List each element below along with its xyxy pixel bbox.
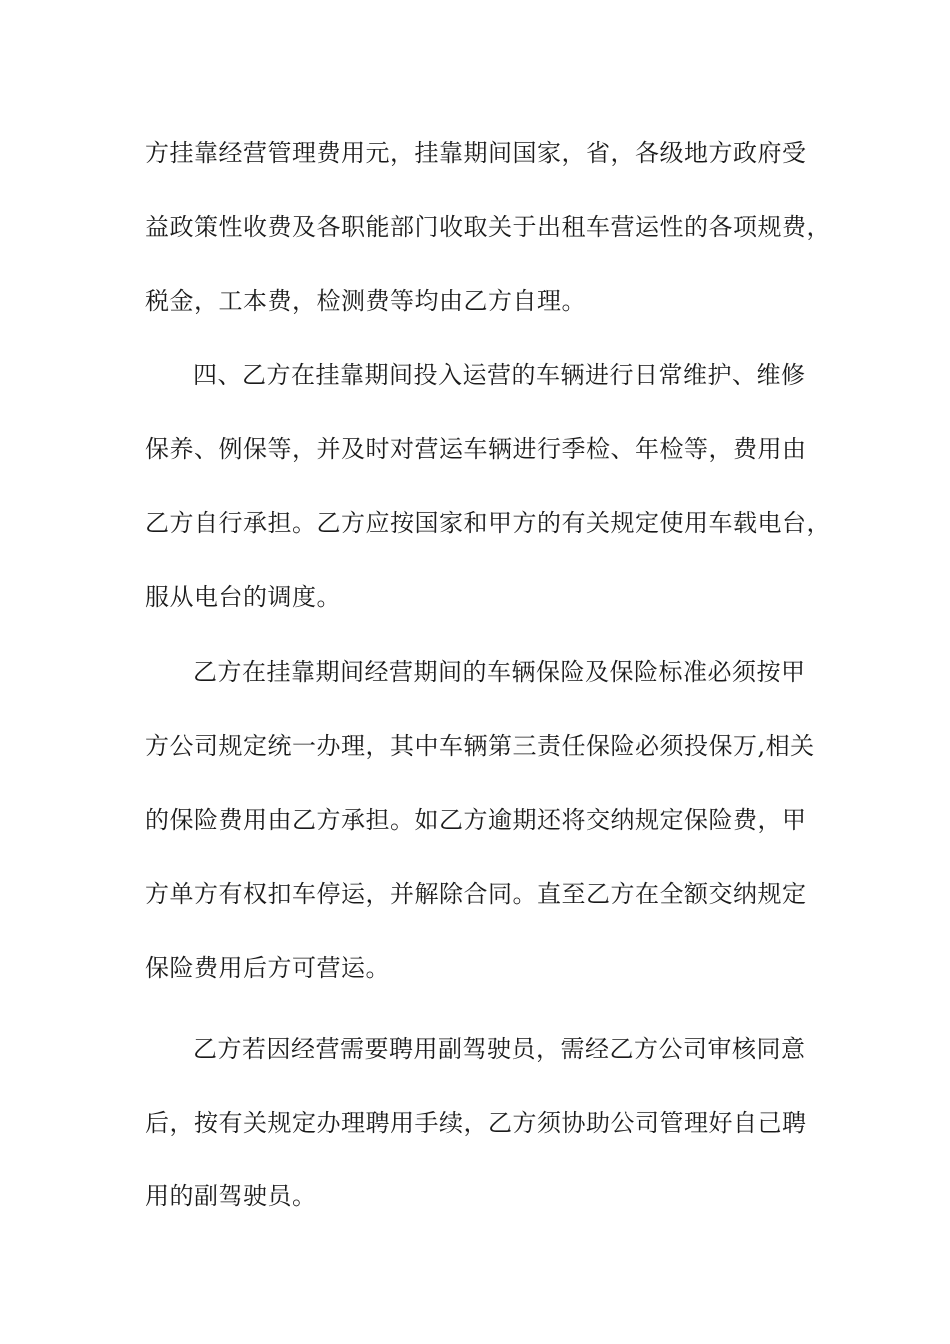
text-line: 税金，工本费，检测费等均由乙方自理。 [145,287,586,315]
paragraph-first-line: 四、乙方在挂靠期间投入运营的车辆进行日常维护、维修 [193,361,806,389]
text-line: 的保险费用由乙方承担。如乙方逾期还将交纳规定保险费，甲 [145,806,807,834]
text-line: 方公司规定统一办理，其中车辆第三责任保险必须投保万,相关 [145,732,815,760]
paragraph-first-line: 乙方在挂靠期间经营期间的车辆保险及保险标准必须按甲 [193,658,806,686]
text-line: 服从电台的调度。 [145,583,341,611]
text-line: 保养、例保等，并及时对营运车辆进行季检、年检等，费用由 [145,435,807,463]
text-line: 保险费用后方可营运。 [145,954,390,982]
text-line: 后，按有关规定办理聘用手续，乙方须协助公司管理好自己聘 [145,1109,807,1137]
text-line: 方挂靠经营管理费用元，挂靠期间国家，省，各级地方政府受 [145,139,807,167]
text-line: 乙方自行承担。乙方应按国家和甲方的有关规定使用车载电台， [145,509,831,537]
paragraph-first-line: 乙方若因经营需要聘用副驾驶员，需经乙方公司审核同意 [193,1035,806,1063]
text-line: 方单方有权扣车停运，并解除合同。直至乙方在全额交纳规定 [145,880,807,908]
text-line: 用的副驾驶员。 [145,1182,317,1210]
text-line: 益政策性收费及各职能部门收取关于出租车营运性的各项规费， [145,213,831,241]
